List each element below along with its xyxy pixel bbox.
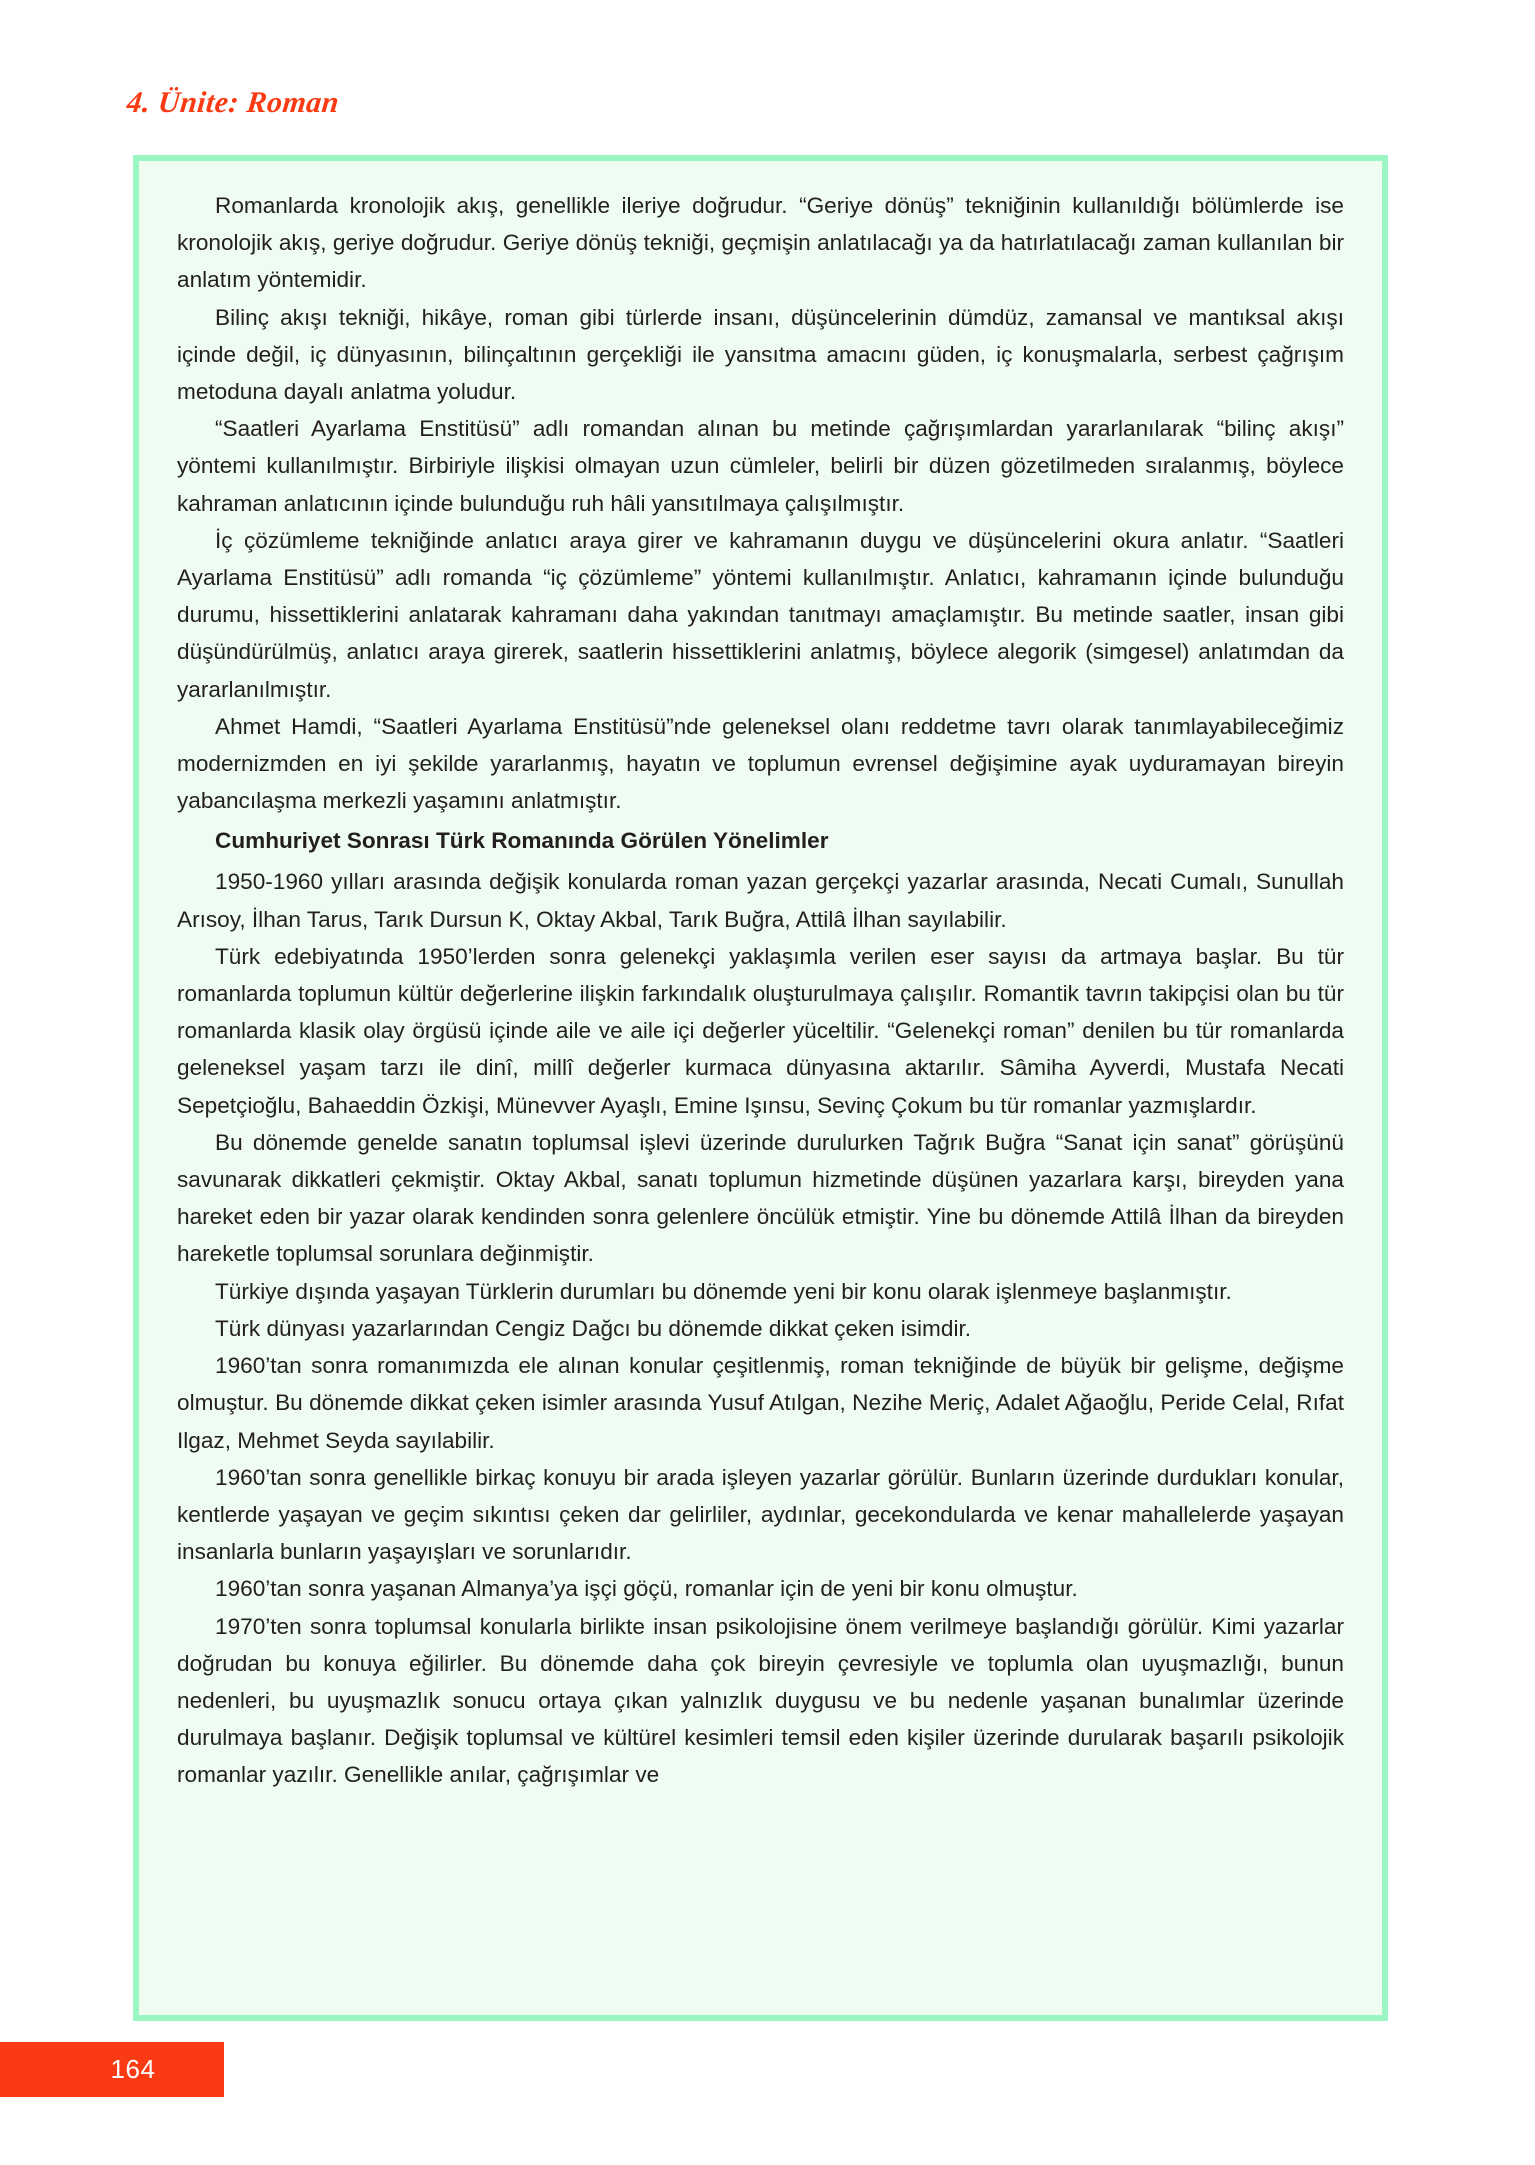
- section-heading: Cumhuriyet Sonrası Türk Romanında Görülen Yönelimler: [215, 828, 829, 854]
- paragraph-5: Ahmet Hamdi, “Saatleri Ayarlama Enstitüsü”nde geleneksel olanı reddetme tavrı olarak tanımlayabileceğimiz modernizmden en iyi şekilde yararlanmış, hayatın ve toplumun evrensel değişimine ayak uyduramayan bireyin yabancılaşma merkezli yaşamını anlatmıştır.: [177, 713, 1344, 814]
- paragraph-13: 1960’tan sonra yaşanan Almanya’ya işçi göçü, romanlar için de yeni bir konu olmuştur.: [215, 1576, 1078, 1602]
- paragraph-10: Türk dünyası yazarlarından Cengiz Dağcı bu dönemde dikkat çeken isimdir.: [215, 1315, 972, 1341]
- paragraph-8: Bu dönemde genelde sanatın toplumsal işlevi üzerinde durulurken Tağrık Buğra “Sanat için sanat” görüşünü savunarak dikkatleri çekmiştir. Oktay Akbal, sanatı toplumun hizmetinde düşünen yazarlara karşı, bireyden yana hareket eden bir yazar olarak kendinden sonra gelenlere öncülük etmiştir. Yine bu dönemde Attilâ İlhan da bireyden hareketle toplumsal sorunlara değinmiştir.: [177, 1129, 1344, 1267]
- lesson-content-panel: [133, 155, 1388, 2021]
- lesson-body-text: [177, 187, 1344, 1794]
- paragraph-14: 1970’ten sonra toplumsal konularla birlikte insan psikolojisine önem verilmeye başlandığı görülür. Kimi yazarlar doğrudan bu konuya eğilirler. Bu dönemde daha çok bireyin çevresiyle ve toplumla olan uyuşmazlığı, bunun nedenleri, bu uyuşmazlık sonucu ortaya çıkan yalnızlık duygusu ve bu nedenle yaşanan bunalımlar üzerinde durulmaya başlanır. Değişik toplumsal ve kültürel kesimleri temsil eden kişiler üzerinde durularak başarılı psikolojik romanlar yazılır. Genellikle anılar, çağrışımlar ve: [177, 1613, 1344, 1788]
- page-number: 164: [110, 2054, 156, 2084]
- paragraph-11: 1960’tan sonra romanımızda ele alınan konular çeşitlenmiş, roman tekniğinde de büyük bir gelişme, değişme olmuştur. Bu dönemde dikkat çeken isimler arasında Yusuf Atılgan, Nezihe Meriç, Adalet Ağaoğlu, Peride Celal, Rıfat Ilgaz, Mehmet Seyda sayılabilir.: [177, 1353, 1344, 1453]
- paragraph-7: Türk edebiyatında 1950’lerden sonra gelenekçi yaklaşımla verilen eser sayısı da artmaya başlar. Bu tür romanlarda toplumun kültür değerlerine ilişkin farkındalık oluşturulmaya çalışılır. Romantik tavrın takipçisi olan bu tür romanlarda klasik olay örgüsü içinde aile ve aile içi değerler yüceltilir. “Gelenekçi roman” denilen bu tür romanlarda geleneksel yaşam tarzı ile dinî, millî değerler kurmaca dünyasına aktarılır. Sâmiha Ayverdi, Mustafa Necati Sepetçioğlu, Bahaeddin Özkişi, Münevver Ayaşlı, Emine Işınsu, Sevinç Çokum bu tür romanlar yazmışlardır.: [177, 943, 1344, 1118]
- paragraph-4: İç çözümleme tekniğinde anlatıcı araya girer ve kahramanın duygu ve düşüncelerini okura anlatır. “Saatleri Ayarlama Enstitüsü” adlı romanda “iç çözümleme” yöntemi kullanılmıştır. Anlatıcı, kahramanın içinde bulunduğu durumu, hissettiklerini anlatarak kahramanı daha yakından tanıtmayı amaçlamıştır. Bu metinde saatler, insan gibi düşündürülmüş, anlatıcı araya girerek, saatlerin hissettiklerini anlatmış, böylece alegorik (simgesel) anlatımdan da yararlanılmıştır.: [177, 527, 1344, 702]
- paragraph-6: 1950-1960 yılları arasında değişik konularda roman yazan gerçekçi yazarlar arasında, Necati Cumalı, Sunullah Arısoy, İlhan Tarus, Tarık Dursun K, Oktay Akbal, Tarık Buğra, Attilâ İlhan sayılabilir.: [177, 869, 1344, 932]
- paragraph-2: Bilinç akışı tekniği, hikâye, roman gibi türlerde insanı, düşüncelerinin dümdüz, zamansal ve mantıksal akışı içinde değil, iç dünyasının, bilinçaltının gerçekliği ile yansıtma amacını güden, iç konuşmalarla, serbest çağrışım metoduna dayalı anlatma yoludur.: [177, 304, 1344, 405]
- paragraph-12: 1960’tan sonra genellikle birkaç konuyu bir arada işleyen yazarlar görülür. Bunların üzerinde durdukları konular, kentlerde yaşayan ve geçim sıkıntısı çeken dar gelirliler, aydınlar, gecekondularda ve kenar mahallelerde yaşayan insanlarla bunların yaşayışları ve sorunlarıdır.: [177, 1464, 1344, 1565]
- paragraph-3: “Saatleri Ayarlama Enstitüsü” adlı romandan alınan bu metinde çağrışımlardan yararlanılarak “bilinç akışı” yöntemi kullanılmıştır. Birbiriyle ilişkisi olmayan uzun cümleler, belirli bir düzen gözetilmeden sıralanmış, böylece kahraman anlatıcının içinde bulunduğu ruh hâli yansıtılmaya çalışılmıştır.: [177, 416, 1344, 516]
- running-head-unit-title: 4. Ünite: Roman: [125, 86, 341, 119]
- paragraph-1: Romanlarda kronolojik akış, genellikle ileriye doğrudur. “Geriye dönüş” tekniğinin kullanıldığı bölümlerde ise kronolojik akış, geriye doğrudur. Geriye dönüş tekniği, geçmişin anlatılacağı ya da hatırlatılacağı zaman kullanılan bir anlatım yöntemidir.: [177, 193, 1344, 293]
- page-number-tab: [0, 2042, 224, 2097]
- paragraph-9: Türkiye dışında yaşayan Türklerin durumları bu dönemde yeni bir konu olarak işlenmeye başlanmıştır.: [215, 1278, 1232, 1304]
